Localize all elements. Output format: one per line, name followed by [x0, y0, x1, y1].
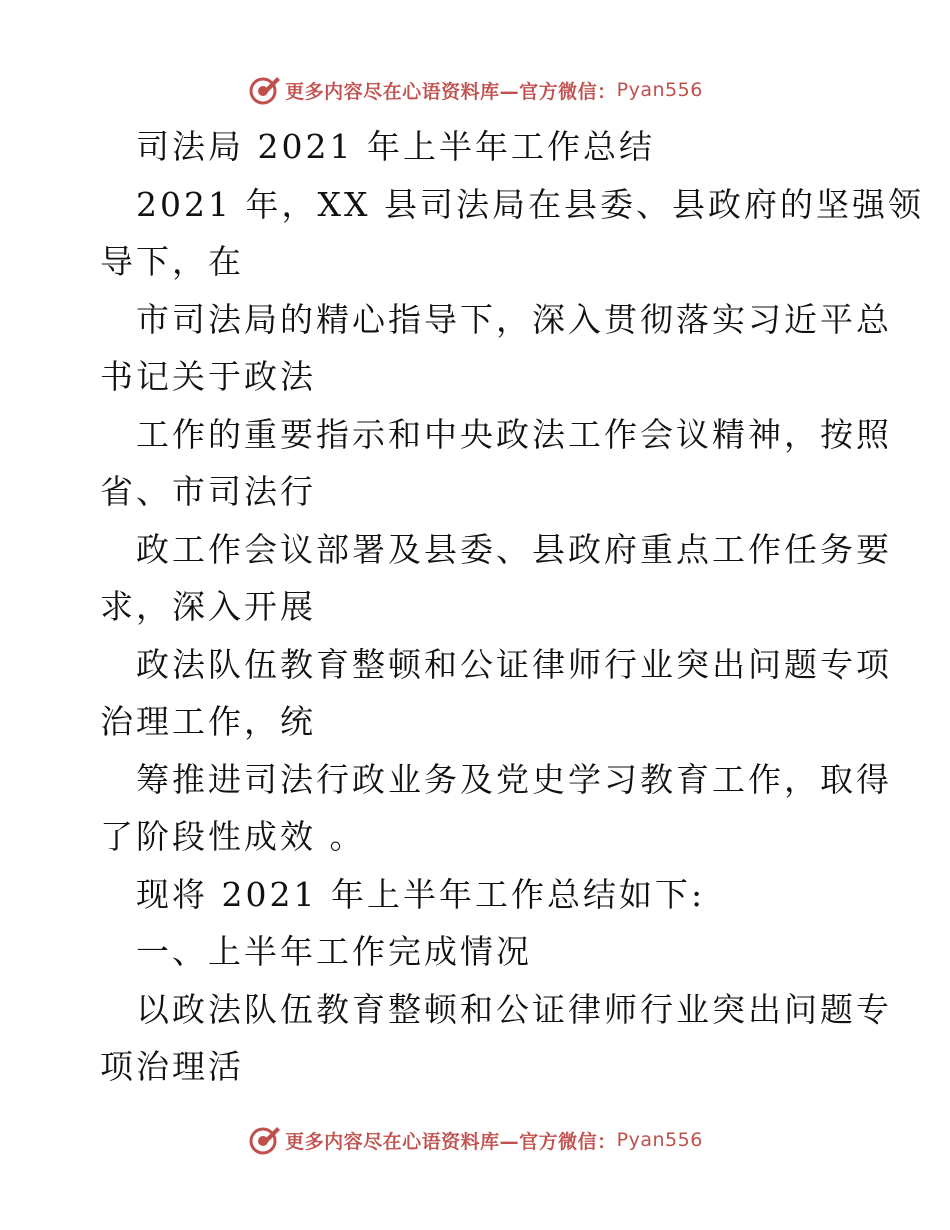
document-body — [100, 118, 924, 1096]
paragraph-line: 项治理活 — [100, 1047, 244, 1086]
paragraph-line: 求，深入开展 — [100, 587, 316, 626]
pen-logo-icon — [247, 73, 281, 107]
watermark-id: Pyan556 — [616, 1129, 703, 1151]
paragraph-line: 政工作会议部署及县委、县政府重点工作任务要 — [136, 529, 892, 569]
watermark-text: 更多内容尽在心语资料库—官方微信： — [285, 1130, 617, 1153]
watermark-id: Pyan556 — [616, 79, 703, 101]
paragraph-line: 筹推进司法行政业务及党史学习教育工作，取得 — [136, 759, 892, 799]
paragraph-line: 政法队伍教育整顿和公证律师行业突出问题专项 — [136, 644, 892, 684]
paragraph-line: 了阶段性成效 。 — [100, 817, 366, 856]
paragraph-line: 市司法局的精心指导下，深入贯彻落实习近平总 — [136, 299, 892, 339]
paragraph-line: 省、市司法行 — [100, 472, 316, 511]
watermark-header — [0, 70, 950, 110]
paragraph-line: 导下，在 — [100, 242, 244, 281]
document-title: 司法局 2021 年上半年工作总结 — [136, 127, 655, 166]
paragraph-line: 书记关于政法 — [100, 357, 316, 396]
pen-logo-icon — [247, 1123, 281, 1157]
paragraph-line: 工作的重要指示和中央政法工作会议精神，按照 — [136, 414, 892, 454]
paragraph-line: 2021 年，XX 县司法局在县委、县政府的坚强领 — [136, 184, 924, 224]
section-heading: 一、上半年工作完成情况 — [136, 932, 532, 971]
paragraph-line: 以政法队伍教育整顿和公证律师行业突出问题专 — [136, 989, 892, 1029]
paragraph-line: 现将 2021 年上半年工作总结如下: — [136, 874, 706, 914]
watermark-text: 更多内容尽在心语资料库—官方微信： — [285, 80, 617, 103]
watermark-footer — [0, 1120, 950, 1160]
paragraph-line: 治理工作，统 — [100, 702, 316, 741]
